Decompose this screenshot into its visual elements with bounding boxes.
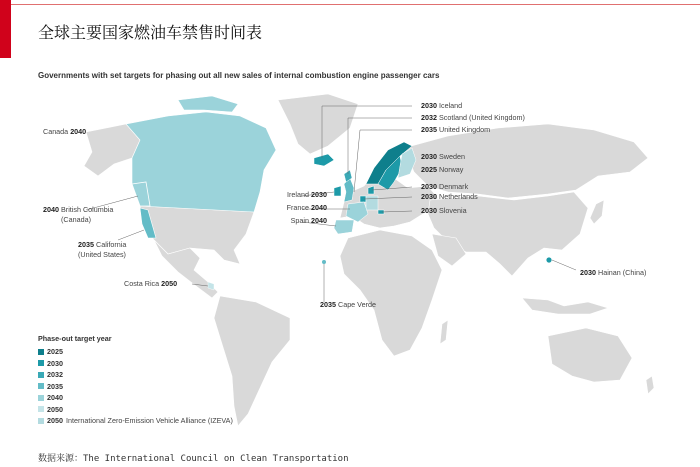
label-british-columbia: 2040 British Columbia (Canada)	[43, 205, 114, 224]
japan-shape	[590, 200, 604, 224]
legend-item: 2032	[38, 369, 233, 381]
label-ireland: Ireland 2030	[287, 190, 327, 199]
california-leader	[118, 230, 144, 240]
label-california: 2035 California (United States)	[78, 240, 127, 259]
accent-bar	[0, 0, 11, 58]
cape-verde-marker	[322, 260, 326, 264]
africa-shape	[340, 230, 442, 356]
legend-item: 2030	[38, 358, 233, 370]
uk-shape	[344, 178, 354, 202]
label-canada: Canada 2040	[43, 127, 87, 136]
label-cape-verde: 2035 Cape Verde	[320, 300, 376, 309]
australia-shape	[548, 328, 632, 382]
legend-item: 2050	[38, 404, 233, 416]
label-sweden: 2030 Sweden	[421, 152, 465, 161]
madagascar-shape	[440, 320, 448, 344]
hainan-leader	[552, 260, 576, 270]
page-title: 全球主要国家燃油车禁售时间表	[38, 25, 263, 42]
label-hainan: 2030 Hainan (China)	[580, 268, 647, 277]
legend-swatch	[38, 360, 44, 366]
greenland-shape	[278, 94, 358, 154]
indonesia-shape	[522, 298, 608, 314]
source-note: 数据来源：The International Council on Clean Transportation	[38, 454, 349, 464]
germany-shape	[366, 196, 378, 210]
legend-item: 2035	[38, 381, 233, 393]
label-iceland: 2030 Iceland	[421, 101, 463, 110]
legend-swatch	[38, 383, 44, 389]
label-slovenia: 2030 Slovenia	[421, 206, 467, 215]
legend-swatch	[38, 372, 44, 378]
top-rule	[11, 4, 700, 5]
label-france: France 2040	[286, 203, 327, 212]
legend-swatch	[38, 349, 44, 355]
label-spain: Spain 2040	[290, 216, 327, 225]
header	[0, 0, 700, 58]
label-uk: 2035 United Kingdom	[421, 125, 491, 134]
canada-arctic-shape	[178, 96, 238, 112]
legend-title: Phase-out target year	[38, 334, 112, 343]
legend	[38, 334, 233, 427]
legend-swatch	[38, 395, 44, 401]
hainan-marker	[546, 257, 551, 262]
label-costa-rica: Costa Rica 2050	[124, 279, 178, 288]
legend-swatch	[38, 418, 44, 424]
alaska-shape	[84, 124, 140, 176]
label-scotland: 2032 Scotland (United Kingdom)	[421, 113, 525, 122]
label-denmark: 2030 Denmark	[421, 182, 469, 191]
legend-item: 2040	[38, 392, 233, 404]
legend-swatch	[38, 406, 44, 412]
legend-item: 2050 International Zero-Emission Vehicle Alliance (IZEVA)	[38, 415, 233, 427]
iceland-shape	[314, 154, 334, 166]
new-zealand-shape	[646, 376, 654, 394]
ireland-shape	[334, 186, 341, 196]
legend-item: 2025	[38, 346, 233, 358]
figure-subtitle: Governments with set targets for phasing out all new sales of internal combustion engine passenger cars	[38, 71, 440, 80]
label-netherlands: 2030 Netherlands	[421, 192, 478, 201]
spain-shape	[334, 220, 354, 234]
label-norway: 2025 Norway	[421, 165, 464, 174]
